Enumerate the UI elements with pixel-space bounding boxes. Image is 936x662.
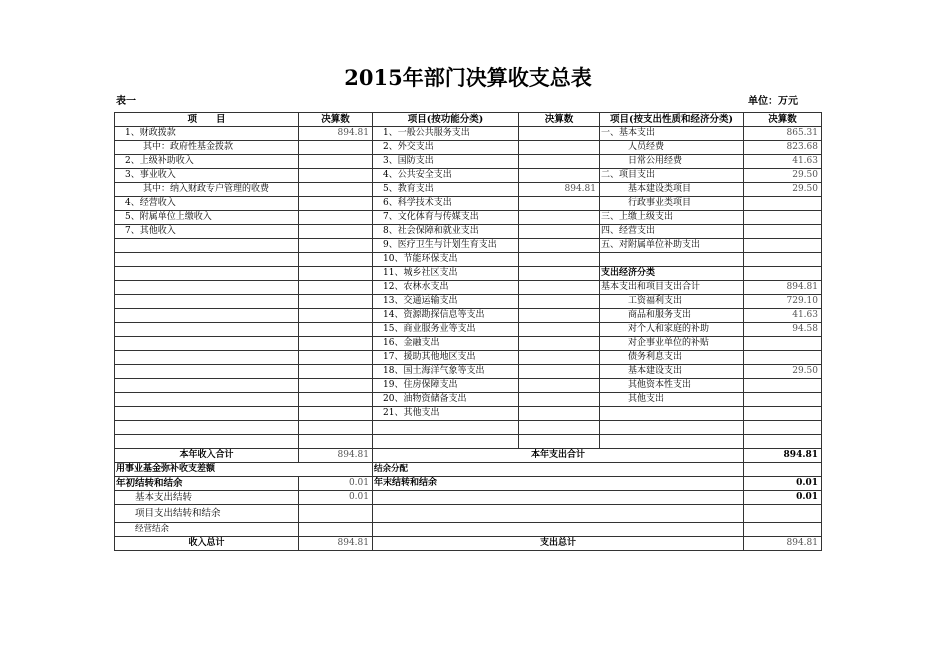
table-row — [115, 211, 822, 225]
surplus-alloc-label: 结余分配 — [373, 463, 744, 477]
economic-item-value — [744, 393, 822, 407]
header-amount-2: 决算数 — [519, 113, 600, 127]
expense-total-label: 本年支出合计 — [373, 449, 744, 463]
economic-item-value: 865.31 — [744, 127, 822, 141]
economic-item-value — [744, 211, 822, 225]
basic-carry-value-right: 0.01 — [744, 491, 822, 505]
economic-item-value: 29.50 — [744, 183, 822, 197]
carryover-row — [115, 477, 822, 491]
economic-item-label: 其他资本性支出 — [600, 379, 744, 393]
economic-item-label: 三、上缴上级支出 — [600, 211, 744, 225]
functional-item-value: 894.81 — [519, 183, 600, 197]
table-row — [115, 155, 822, 169]
economic-item-value — [744, 337, 822, 351]
grand-expense-label: 支出总计 — [373, 537, 744, 551]
income-item-value — [299, 141, 373, 155]
functional-item-label: 10、节能环保支出 — [373, 253, 519, 267]
functional-item-label: 16、金融支出 — [373, 337, 519, 351]
economic-item-label: 支出经济分类 — [600, 267, 744, 281]
table-row — [115, 197, 822, 211]
economic-item-label: 二、项目支出 — [600, 169, 744, 183]
economic-item-label: 日常公用经费 — [600, 155, 744, 169]
functional-item-label: 11、城乡社区支出 — [373, 267, 519, 281]
functional-item-label: 7、文化体育与传媒支出 — [373, 211, 519, 225]
grand-total-row — [115, 537, 822, 551]
budget-table — [114, 112, 822, 551]
table-row — [115, 421, 822, 435]
economic-item-label: 基本建设支出 — [600, 365, 744, 379]
basic-carry-label: 基本支出结转 — [115, 491, 299, 505]
table-row — [115, 225, 822, 239]
income-item-label: 4、经营收入 — [115, 197, 299, 211]
economic-item-value — [744, 267, 822, 281]
economic-item-label — [600, 253, 744, 267]
functional-item-label: 20、油物资储备支出 — [373, 393, 519, 407]
table-row — [115, 281, 822, 295]
economic-item-label: 四、经营支出 — [600, 225, 744, 239]
functional-item-value — [519, 393, 600, 407]
grand-income-label: 收入总计 — [115, 537, 299, 551]
income-item-label: 2、上级补助收入 — [115, 155, 299, 169]
table-row — [115, 365, 822, 379]
header-amount-3: 决算数 — [744, 113, 822, 127]
table-row — [115, 379, 822, 393]
income-item-value — [299, 169, 373, 183]
economic-item-value — [744, 239, 822, 253]
income-item-label: 1、财政拨款 — [115, 127, 299, 141]
table-row — [115, 169, 822, 183]
functional-item-value — [519, 407, 600, 421]
fund-gap-row — [115, 463, 822, 477]
fund-gap-label: 用事业基金弥补收支差额 — [115, 463, 373, 477]
functional-item-value — [519, 141, 600, 155]
income-item-value — [299, 225, 373, 239]
functional-item-value — [519, 365, 600, 379]
functional-item-value — [519, 225, 600, 239]
economic-item-label: 五、对附属单位补助支出 — [600, 239, 744, 253]
functional-item-label: 14、资源勘探信息等支出 — [373, 309, 519, 323]
functional-item-value — [519, 281, 600, 295]
functional-item-value — [519, 211, 600, 225]
table-number: 表一 — [116, 96, 136, 107]
economic-item-label: 一、基本支出 — [600, 127, 744, 141]
table-row — [115, 337, 822, 351]
economic-item-value — [744, 225, 822, 239]
functional-item-value — [519, 351, 600, 365]
functional-item-label: 19、住房保障支出 — [373, 379, 519, 393]
income-item-value — [299, 197, 373, 211]
table-row — [115, 239, 822, 253]
functional-item-value — [519, 337, 600, 351]
table-row — [115, 127, 822, 141]
table-row — [115, 295, 822, 309]
income-item-label: 其中：纳入财政专户管理的收费 — [115, 183, 299, 197]
functional-item-label: 1、一般公共服务支出 — [373, 127, 519, 141]
table-row — [115, 351, 822, 365]
functional-item-label: 3、国防支出 — [373, 155, 519, 169]
header-row — [115, 113, 822, 127]
income-item-value: 894.81 — [299, 127, 373, 141]
functional-item-value — [519, 309, 600, 323]
expense-total-value: 894.81 — [744, 449, 822, 463]
economic-item-value: 823.68 — [744, 141, 822, 155]
functional-item-value — [519, 239, 600, 253]
economic-item-value: 729.10 — [744, 295, 822, 309]
income-total-label: 本年收入合计 — [115, 449, 299, 463]
economic-item-value: 29.50 — [744, 365, 822, 379]
economic-item-label: 基本支出和项目支出合计 — [600, 281, 744, 295]
income-item-value — [299, 155, 373, 169]
economic-item-value: 41.63 — [744, 309, 822, 323]
functional-item-label: 12、农林水支出 — [373, 281, 519, 295]
income-item-label: 3、事业收入 — [115, 169, 299, 183]
unit-label: 单位：万元 — [748, 96, 798, 107]
functional-item-value — [519, 169, 600, 183]
table-row — [115, 323, 822, 337]
economic-item-label: 对企事业单位的补贴 — [600, 337, 744, 351]
economic-item-value: 94.58 — [744, 323, 822, 337]
economic-item-label: 对个人和家庭的补助 — [600, 323, 744, 337]
project-carry-label: 项目支出结转和结余 — [115, 505, 299, 523]
header-economic: 项目(按支出性质和经济分类) — [600, 113, 744, 127]
table-row — [115, 435, 822, 449]
income-item-label: 7、其他收入 — [115, 225, 299, 239]
table-row — [115, 253, 822, 267]
header-functional: 项目(按功能分类) — [373, 113, 519, 127]
basic-carry-row — [115, 491, 822, 505]
income-total-value: 894.81 — [299, 449, 373, 463]
begin-balance-label: 年初结转和结余 — [115, 477, 299, 491]
project-carry-row — [115, 505, 822, 523]
oper-surplus-row — [115, 523, 822, 537]
economic-item-label: 债务利息支出 — [600, 351, 744, 365]
grand-income-value: 894.81 — [299, 537, 373, 551]
functional-item-label: 2、外交支出 — [373, 141, 519, 155]
income-item-value — [299, 183, 373, 197]
economic-item-value: 41.63 — [744, 155, 822, 169]
functional-item-label: 21、其他支出 — [373, 407, 519, 421]
functional-item-value — [519, 127, 600, 141]
economic-item-value — [744, 253, 822, 267]
header-amount: 决算数 — [299, 113, 373, 127]
table-row — [115, 183, 822, 197]
end-balance-value: 0.01 — [744, 477, 822, 491]
table-row — [115, 309, 822, 323]
economic-item-value — [744, 197, 822, 211]
economic-item-label: 其他支出 — [600, 393, 744, 407]
begin-balance-value: 0.01 — [299, 477, 373, 491]
economic-item-value — [744, 379, 822, 393]
economic-item-label: 工资福利支出 — [600, 295, 744, 309]
economic-item-value — [744, 351, 822, 365]
functional-item-label: 13、交通运输支出 — [373, 295, 519, 309]
functional-item-label: 5、教育支出 — [373, 183, 519, 197]
totals-row — [115, 449, 822, 463]
economic-item-label: 商品和服务支出 — [600, 309, 744, 323]
functional-item-value — [519, 253, 600, 267]
functional-item-label: 6、科学技术支出 — [373, 197, 519, 211]
functional-item-value — [519, 155, 600, 169]
income-item-label: 其中：政府性基金拨款 — [115, 141, 299, 155]
functional-item-label: 8、社会保障和就业支出 — [373, 225, 519, 239]
functional-item-label: 9、医疗卫生与计划生育支出 — [373, 239, 519, 253]
functional-item-value — [519, 267, 600, 281]
end-balance-label: 年末结转和结余 — [373, 477, 744, 491]
table-row — [115, 141, 822, 155]
basic-carry-value: 0.01 — [299, 491, 373, 505]
table-row — [115, 393, 822, 407]
page-title: 2015年部门决算收支总表 — [344, 65, 592, 90]
table-row — [115, 267, 822, 281]
economic-item-label: 行政事业类项目 — [600, 197, 744, 211]
income-item-value — [299, 211, 373, 225]
functional-item-value — [519, 323, 600, 337]
economic-item-value: 29.50 — [744, 169, 822, 183]
income-item-label: 5、附属单位上缴收入 — [115, 211, 299, 225]
economic-item-label: 人员经费 — [600, 141, 744, 155]
functional-item-label: 17、援助其他地区支出 — [373, 351, 519, 365]
functional-item-value — [519, 379, 600, 393]
oper-surplus-label: 经营结余 — [115, 523, 299, 537]
header-item: 项 目 — [115, 113, 299, 127]
functional-item-label: 4、公共安全支出 — [373, 169, 519, 183]
functional-item-label: 15、商业服务业等支出 — [373, 323, 519, 337]
functional-item-value — [519, 295, 600, 309]
economic-item-value: 894.81 — [744, 281, 822, 295]
functional-item-value — [519, 197, 600, 211]
functional-item-label: 18、国土海洋气象等支出 — [373, 365, 519, 379]
economic-item-label: 基本建设类项目 — [600, 183, 744, 197]
grand-expense-value: 894.81 — [744, 537, 822, 551]
table-row — [115, 407, 822, 421]
